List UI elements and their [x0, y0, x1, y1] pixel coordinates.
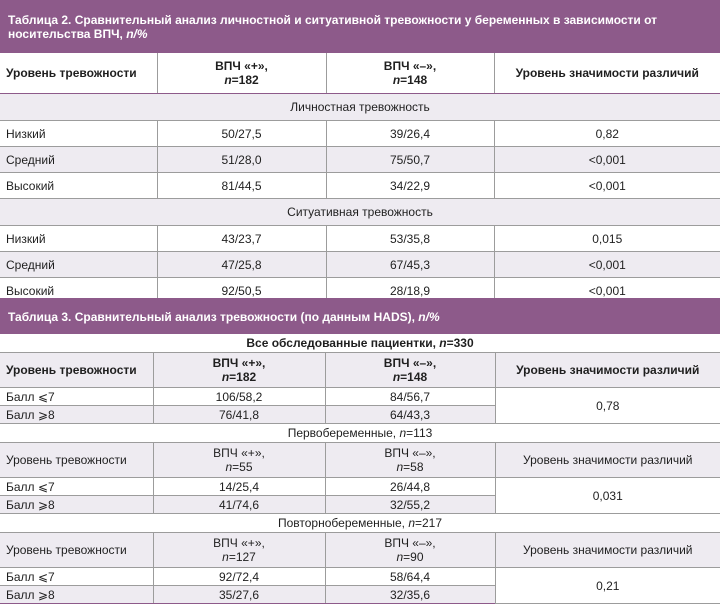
header-hpv-positive — [153, 533, 325, 568]
header-level: Уровень тревожности — [0, 443, 153, 478]
cell-significance: <0,001 — [494, 278, 720, 304]
cell-level: Низкий — [0, 226, 157, 252]
cell-hpv-negative: 39/26,4 — [326, 121, 494, 147]
cell-hpv-negative: 26/44,8 — [325, 478, 495, 496]
cell-hpv-positive: 76/41,8 — [153, 406, 325, 424]
cell-level: Балл ⩾8 — [0, 406, 153, 424]
cell-hpv-negative: 58/64,4 — [325, 568, 495, 586]
header-significance: Уровень значимости различий — [495, 443, 720, 478]
group-n-letter: n — [408, 516, 415, 530]
cell-hpv-positive: 106/58,2 — [153, 388, 325, 406]
group-n-letter: n — [399, 426, 407, 440]
header-hpv-positive-n: =182 — [229, 370, 257, 384]
header-level: Уровень тревожности — [0, 53, 157, 94]
cell-level: Балл ⩾8 — [0, 586, 153, 604]
cell-hpv-negative: 28/18,9 — [326, 278, 494, 304]
group-title-multigravida — [0, 514, 720, 533]
table-row — [0, 388, 720, 406]
header-hpv-positive-label: ВПЧ «+», — [213, 536, 265, 550]
group-title-n: =217 — [415, 516, 443, 530]
cell-significance: <0,001 — [494, 147, 720, 173]
table-row — [0, 478, 720, 496]
header-n-letter: n — [221, 370, 230, 384]
group-title-text: Все обследованные пациентки, — [246, 336, 440, 350]
header-n-letter: n — [396, 460, 404, 474]
cell-hpv-negative: 67/45,3 — [326, 252, 494, 278]
section-title-personal: Личностная тревожность — [0, 94, 720, 121]
cell-level: Высокий — [0, 278, 157, 304]
cell-hpv-positive: 43/23,7 — [157, 226, 326, 252]
cell-hpv-positive: 35/27,6 — [153, 586, 325, 604]
cell-level: Балл ⩽7 — [0, 388, 153, 406]
cell-hpv-negative: 32/55,2 — [325, 496, 495, 514]
cell-hpv-negative: 75/50,7 — [326, 147, 494, 173]
cell-hpv-positive: 50/27,5 — [157, 121, 326, 147]
header-significance: Уровень значимости различий — [495, 353, 720, 388]
header-hpv-negative — [326, 53, 494, 94]
table-3-title-unit: n/% — [418, 309, 440, 324]
header-hpv-negative-n: =90 — [403, 550, 424, 564]
header-significance: Уровень значимости различий — [495, 533, 720, 568]
header-n-letter: n — [396, 550, 404, 564]
cell-level: Балл ⩽7 — [0, 568, 153, 586]
header-hpv-negative-n: =58 — [403, 460, 424, 474]
cell-significance: 0,21 — [495, 568, 720, 604]
header-n-letter: n — [392, 73, 401, 87]
header-hpv-positive-label: ВПЧ «+», — [215, 59, 268, 73]
cell-hpv-negative: 53/35,8 — [326, 226, 494, 252]
header-hpv-positive — [157, 53, 326, 94]
header-hpv-negative — [325, 533, 495, 568]
group-title-all — [0, 334, 720, 353]
header-hpv-positive — [153, 353, 325, 388]
cell-significance: <0,001 — [494, 252, 720, 278]
cell-hpv-positive: 81/44,5 — [157, 173, 326, 199]
table-row — [0, 252, 720, 278]
group-title-text: Первобеременные, — [287, 426, 400, 440]
cell-hpv-positive: 14/25,4 — [153, 478, 325, 496]
header-hpv-negative-label: ВПЧ «–», — [383, 59, 437, 73]
group-title-text: Повторнобеременные, — [277, 516, 409, 530]
table-3-title-text: Таблица 3. Сравнительный анализ тревожности (по данным HADS), — [8, 309, 419, 324]
table-row — [0, 147, 720, 173]
cell-significance: 0,82 — [494, 121, 720, 147]
header-hpv-negative — [325, 353, 495, 388]
cell-hpv-negative: 64/43,3 — [325, 406, 495, 424]
header-hpv-negative — [325, 443, 495, 478]
header-hpv-positive-label: ВПЧ «+», — [212, 356, 266, 370]
header-hpv-negative-label: ВПЧ «–», — [383, 356, 437, 370]
header-hpv-negative-label: ВПЧ «–», — [384, 536, 436, 550]
header-n-letter: n — [222, 550, 229, 564]
cell-level: Средний — [0, 252, 157, 278]
cell-significance: 0,031 — [495, 478, 720, 514]
cell-level: Балл ⩽7 — [0, 478, 153, 496]
cell-hpv-negative: 32/35,6 — [325, 586, 495, 604]
cell-hpv-positive: 41/74,6 — [153, 496, 325, 514]
table-row — [0, 173, 720, 199]
cell-hpv-negative: 34/22,9 — [326, 173, 494, 199]
table-3 — [0, 298, 720, 604]
cell-significance: 0,78 — [495, 388, 720, 424]
group-title-n: =330 — [446, 336, 474, 350]
cell-level: Средний — [0, 147, 157, 173]
cell-hpv-positive: 92/50,5 — [157, 278, 326, 304]
header-level: Уровень тревожности — [0, 533, 153, 568]
group-title-primigravida — [0, 424, 720, 443]
group-n-letter: n — [439, 336, 447, 350]
table-row — [0, 568, 720, 586]
header-n-letter: n — [225, 460, 233, 474]
header-n-letter: n — [224, 73, 232, 87]
cell-hpv-positive: 47/25,8 — [157, 252, 326, 278]
cell-level: Низкий — [0, 121, 157, 147]
section-title-situational: Ситуативная тревожность — [0, 199, 720, 226]
table-row — [0, 121, 720, 147]
header-hpv-negative-label: ВПЧ «–», — [384, 446, 436, 460]
table-2-title-unit: n/% — [126, 26, 148, 41]
table-2-title-text: Таблица 2. Сравнительный анализ личностной и ситуативной тревожности у беременных в зависимости от носительства ВПЧ, — [8, 12, 658, 41]
header-level: Уровень тревожности — [0, 353, 153, 388]
header-n-letter: n — [392, 370, 401, 384]
cell-hpv-negative: 84/56,7 — [325, 388, 495, 406]
header-hpv-positive-label: ВПЧ «+», — [213, 446, 265, 460]
header-significance: Уровень значимости различий — [494, 53, 720, 94]
cell-significance: 0,015 — [494, 226, 720, 252]
cell-significance: <0,001 — [494, 173, 720, 199]
table-row — [0, 226, 720, 252]
cell-hpv-positive: 51/28,0 — [157, 147, 326, 173]
header-hpv-negative-n: =148 — [400, 370, 428, 384]
table-3-title — [0, 299, 720, 335]
table-2-title — [0, 0, 720, 53]
header-hpv-positive — [153, 443, 325, 478]
header-hpv-positive-n: =55 — [232, 460, 253, 474]
group-title-n: =113 — [406, 426, 433, 440]
cell-hpv-positive: 92/72,4 — [153, 568, 325, 586]
cell-level: Высокий — [0, 173, 157, 199]
cell-level: Балл ⩾8 — [0, 496, 153, 514]
header-hpv-positive-n: =127 — [228, 550, 256, 564]
header-hpv-positive-n: =182 — [231, 73, 259, 87]
header-hpv-negative-n: =148 — [400, 73, 428, 87]
